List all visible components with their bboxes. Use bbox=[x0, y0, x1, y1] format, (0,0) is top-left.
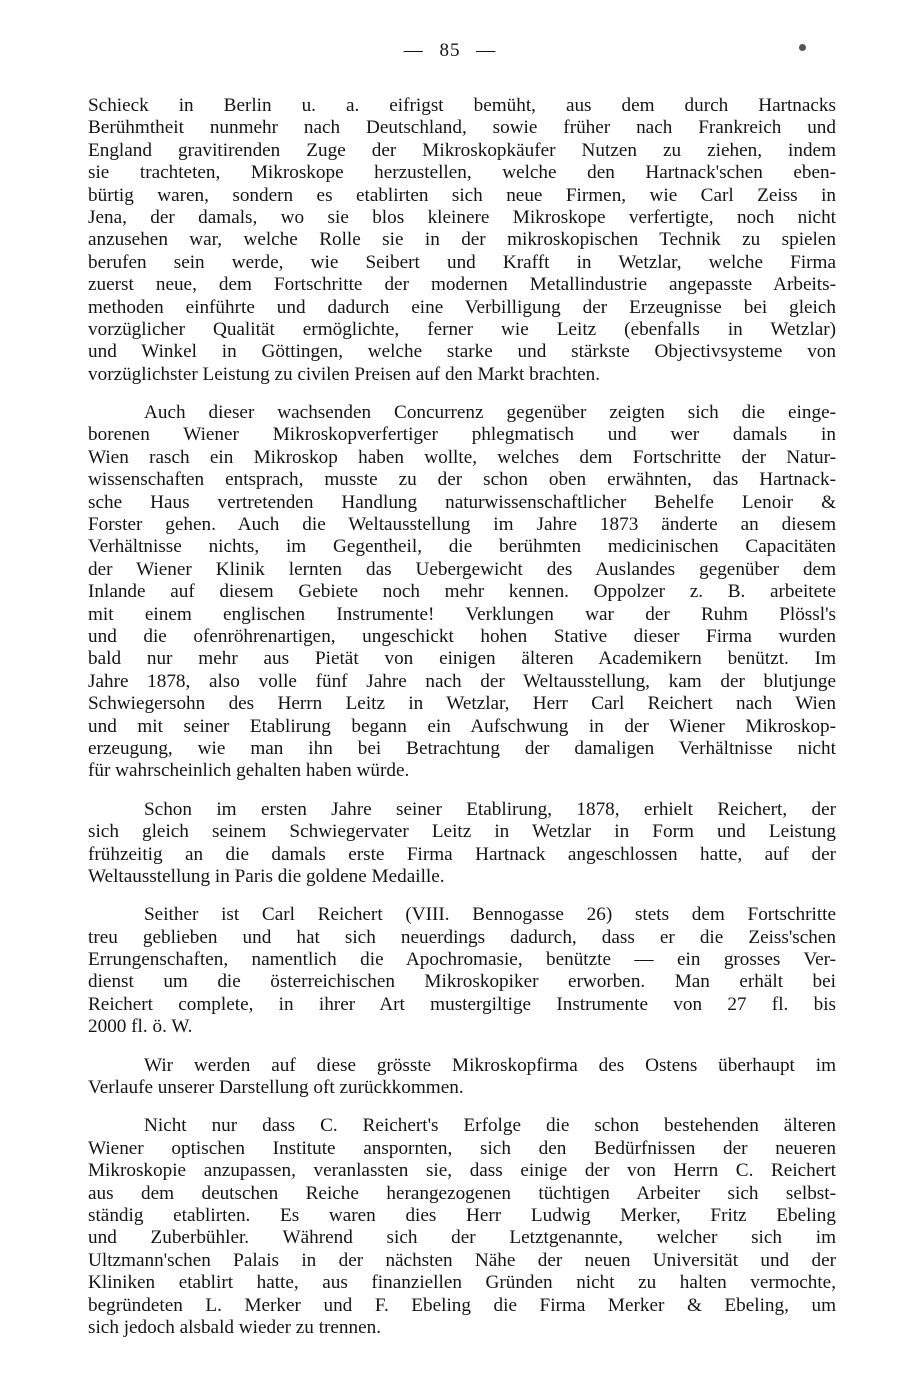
text-line: Inlande auf diesem Gebiete noch mehr kennen. Oppolzer z. B. arbeitete bbox=[88, 581, 836, 603]
text-line: Auch dieser wachsenden Concurrenz gegenüber zeigten sich die einge- bbox=[144, 402, 836, 424]
text-line: Seither ist Carl Reichert (VIII. Bennogasse 26) stets dem Fortschritte bbox=[144, 904, 836, 926]
text-line: Weltausstellung in Paris die goldene Medaille. bbox=[88, 865, 445, 887]
text-line: Schon im ersten Jahre seiner Etablirung, 1878, erhielt Reichert, der bbox=[144, 798, 836, 820]
text-line: dienst um die österreichischen Mikroskopiker erworben. Man erhält bei bbox=[88, 971, 836, 993]
text-line: 2000 fl. ö. W. bbox=[88, 1016, 193, 1038]
text-line: der Wiener Klinik lernten das Uebergewicht des Auslandes gegenüber dem bbox=[88, 558, 836, 580]
text-line: Wir werden auf diese grösste Mikroskopfirma des Ostens überhaupt im bbox=[144, 1054, 836, 1076]
paragraph bbox=[88, 95, 836, 386]
text-line: Verhältnisse nichts, im Gegentheil, die berühmten medicinischen Capacitäten bbox=[88, 536, 836, 558]
text-line: wissenschaften entsprach, musste zu der schon oben erwähnten, das Hartnack- bbox=[88, 469, 836, 491]
text-line: und mit seiner Etablirung begann ein Aufschwung in der Wiener Mikroskop- bbox=[88, 715, 836, 737]
header-dash-left: — bbox=[403, 40, 424, 61]
paragraph bbox=[88, 402, 836, 783]
text-line: Nicht nur dass C. Reichert's Erfolge die schon bestehenden älteren bbox=[144, 1115, 836, 1137]
text-line: und Winkel in Göttingen, welche starke und stärkste Objectivsysteme von bbox=[88, 341, 836, 363]
text-line: Wien rasch ein Mikroskop haben wollte, welches dem Fortschritte der Natur- bbox=[88, 446, 836, 468]
text-line: Ultzmann'schen Palais in der nächsten Nähe der neuen Universität und der bbox=[88, 1249, 836, 1271]
text-line: Verlaufe unserer Darstellung oft zurückkommen. bbox=[88, 1077, 464, 1099]
text-line: Errungenschaften, namentlich die Apochromasie, benützte — ein grosses Ver- bbox=[88, 949, 836, 971]
text-line: aus dem deutschen Reiche herangezogenen tüchtigen Arbeiter sich selbst- bbox=[88, 1182, 836, 1204]
text-line: Mikroskopie anzupassen, veranlassten sie, dass einige der von Herrn C. Reichert bbox=[88, 1160, 836, 1182]
text-line: vorzüglicher Qualität ermöglichte, ferner wie Leitz (ebenfalls in Wetzlar) bbox=[88, 318, 836, 340]
text-line: treu geblieben und hat sich neuerdings dadurch, dass er die Zeiss'schen bbox=[88, 926, 836, 948]
text-line: erzeugung, wie man ihn bei Betrachtung der damaligen Verhältnisse nicht bbox=[88, 737, 836, 759]
text-line: zuerst neue, dem Fortschritte der modernen Metallindustrie angepasste Arbeits- bbox=[88, 274, 836, 296]
paragraph bbox=[88, 1115, 836, 1339]
text-line: und die ofenröhrenartigen, ungeschickt hohen Stative dieser Firma wurden bbox=[88, 625, 836, 647]
text-line: vorzüglichster Leistung zu civilen Preisen auf den Markt brachten. bbox=[88, 363, 601, 385]
text-line: borenen Wiener Mikroskopverfertiger phlegmatisch und wer damals in bbox=[88, 424, 836, 446]
text-line: Schwiegersohn des Herrn Leitz in Wetzlar, Herr Carl Reichert nach Wien bbox=[88, 693, 836, 715]
text-line: Reichert complete, in ihrer Art mustergiltige Instrumente von 27 fl. bis bbox=[88, 993, 836, 1015]
paragraph bbox=[88, 799, 836, 889]
text-line: für wahrscheinlich gehalten haben würde. bbox=[88, 760, 410, 782]
paragraph bbox=[88, 904, 836, 1038]
text-line: sie trachteten, Mikroskope herzustellen, welche den Hartnack'schen eben- bbox=[88, 162, 836, 184]
ink-dot-mark bbox=[799, 44, 806, 51]
paragraph bbox=[88, 1055, 836, 1100]
text-line: frühzeitig an die damals erste Firma Hartnack angeschlossen hatte, auf der bbox=[88, 843, 836, 865]
header-dash-right: — bbox=[476, 40, 497, 61]
text-line: mit einem englischen Instrumente! Verklungen war der Ruhm Plössl's bbox=[88, 603, 836, 625]
body-text bbox=[88, 95, 836, 1355]
text-line: sich gleich seinem Schwiegervater Leitz in Wetzlar in Form und Leistung bbox=[88, 821, 836, 843]
text-line: bald nur mehr aus Pietät von einigen älteren Academikern benützt. Im bbox=[88, 648, 836, 670]
text-line: und Zuberbühler. Während sich der Letztgenannte, welcher sich im bbox=[88, 1227, 836, 1249]
text-line: Jahre 1878, also volle fünf Jahre nach der Weltausstellung, kam der blutjunge bbox=[88, 670, 836, 692]
text-line: Schieck in Berlin u. a. eifrigst bemüht, aus dem durch Hartnacks bbox=[88, 95, 836, 116]
text-line: ständig etablirten. Es waren dies Herr Ludwig Merker, Fritz Ebeling bbox=[88, 1204, 836, 1226]
text-line: Kliniken etablirt hatte, aus finanziellen Gründen nicht zu halten vermochte, bbox=[88, 1272, 836, 1294]
text-line: berufen sein werde, wie Seibert und Krafft in Wetzlar, welche Firma bbox=[88, 251, 836, 273]
text-line: sche Haus vertretenden Handlung naturwissenschaftlicher Behelfe Lenoir & bbox=[88, 491, 836, 513]
text-line: Berühmtheit nunmehr nach Deutschland, sowie früher nach Frankreich und bbox=[88, 117, 836, 139]
text-line: Jena, der damals, wo sie blos kleinere Mikroskope verfertigte, noch nicht bbox=[88, 206, 836, 228]
page-header bbox=[0, 40, 900, 62]
text-line: bürtig waren, sondern es etablirten sich neue Firmen, wie Carl Zeiss in bbox=[88, 184, 836, 206]
text-line: England gravitirenden Zuge der Mikroskopkäufer Nutzen zu ziehen, indem bbox=[88, 139, 836, 161]
text-line: Forster gehen. Auch die Weltausstellung im Jahre 1873 änderte an diesem bbox=[88, 514, 836, 536]
text-line: methoden einführte und dadurch eine Verbilligung der Erzeugnisse bei gleich bbox=[88, 296, 836, 318]
page-number: 85 bbox=[439, 40, 461, 61]
text-line: begründeten L. Merker und F. Ebeling die Firma Merker & Ebeling, um bbox=[88, 1294, 836, 1316]
text-line: Wiener optischen Institute anspornten, sich den Bedürfnissen der neueren bbox=[88, 1137, 836, 1159]
text-line: anzusehen war, welche Rolle sie in der mikroskopischen Technik zu spielen bbox=[88, 229, 836, 251]
text-line: sich jedoch alsbald wieder zu trennen. bbox=[88, 1316, 382, 1338]
